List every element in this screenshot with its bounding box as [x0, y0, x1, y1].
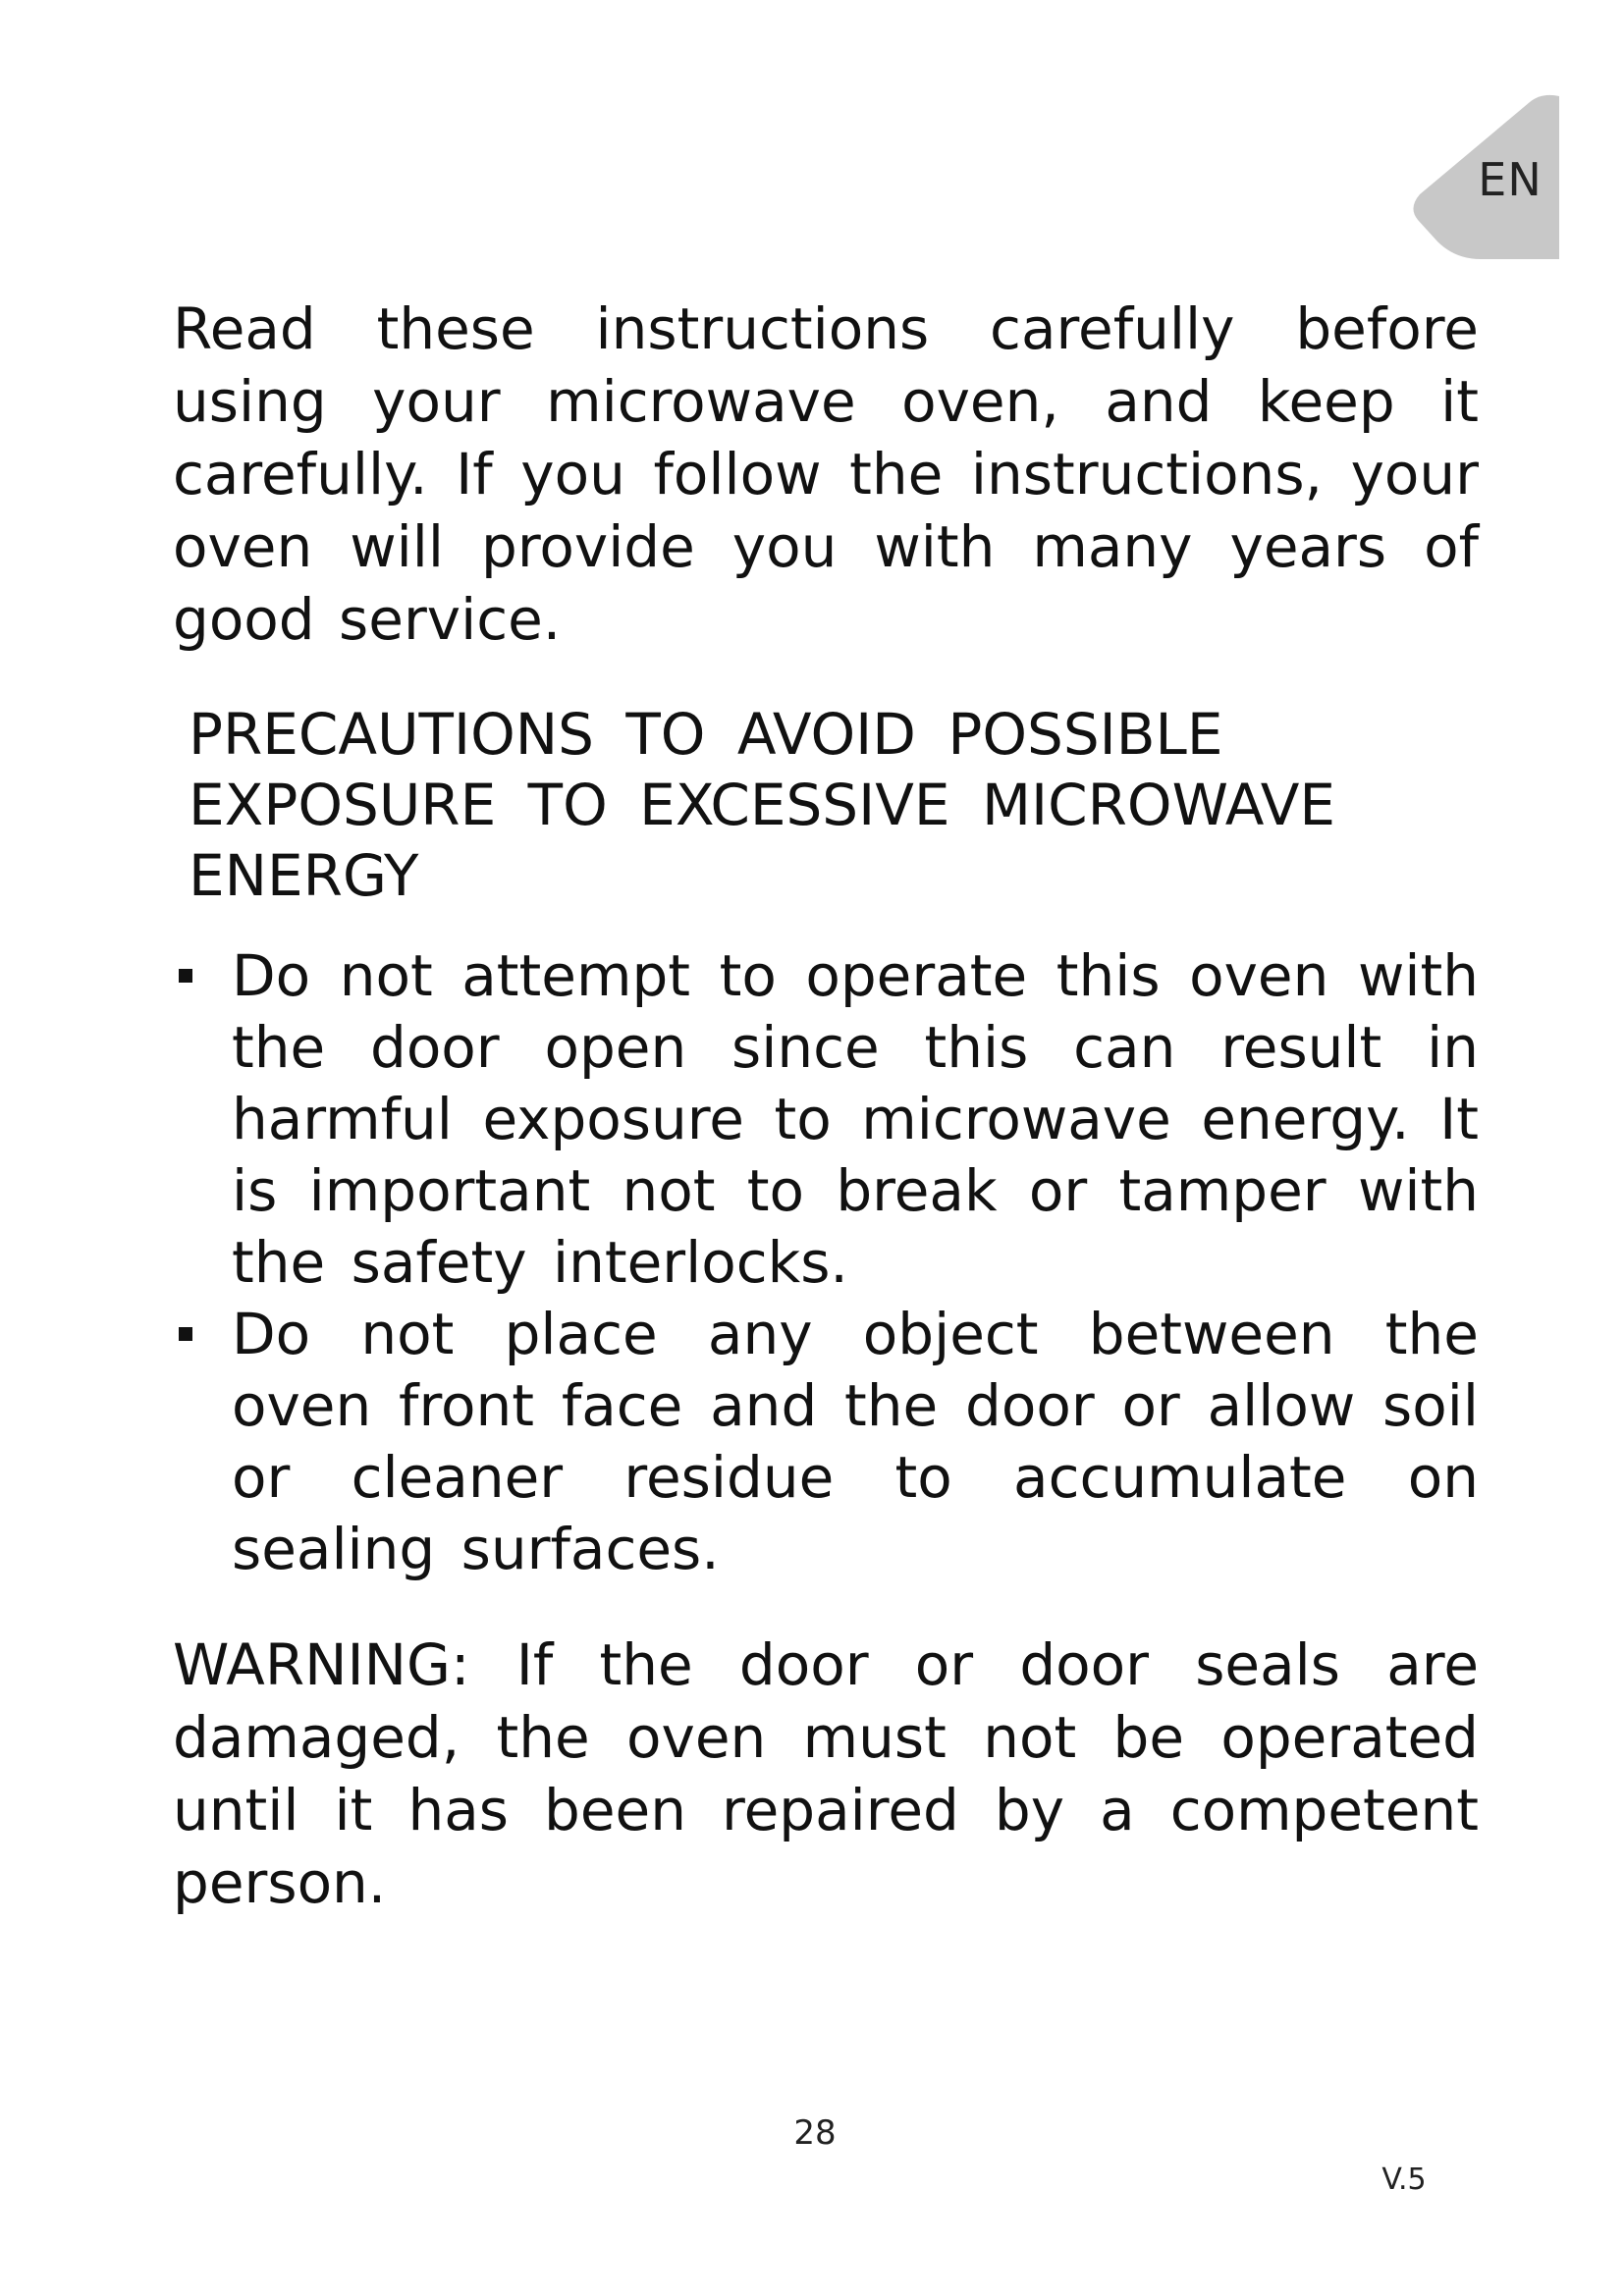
bullet-square-icon	[179, 1327, 192, 1341]
section-heading: PRECAUTIONS TO AVOID POSSIBLE EXPOSURE TO EXCESSIVE MICROWAVE ENERGY	[189, 701, 1336, 909]
intro-paragraph: Read these instructions carefully before using your microwave oven, and keep it carefully. If you follow the instructions, your oven will provide you with many years of good service.	[173, 295, 1479, 653]
bullet-square-icon	[179, 969, 192, 983]
page-content	[173, 293, 1479, 1919]
precautions-list	[173, 940, 1479, 1585]
list-item-text: Do not place any object between the oven front face and the door or allow soil or cleaner residue to accumulate on sealing surfaces.	[232, 1301, 1479, 1582]
list-item	[173, 1299, 1479, 1585]
warning-paragraph: WARNING: If the door or door seals are damaged, the oven must not be operated until it has been repaired by a competent person.	[173, 1631, 1479, 1916]
list-item	[173, 940, 1479, 1299]
language-label: EN	[1478, 153, 1543, 206]
version-label: V.5	[1381, 2163, 1427, 2197]
list-item-text: Do not attempt to operate this oven with the door open since this can result in harmful exposure to microwave energy. It is important not to break or tamper with the safety interlocks.	[232, 942, 1479, 1296]
language-tab	[1412, 94, 1569, 261]
page-number: 28	[793, 2113, 837, 2153]
